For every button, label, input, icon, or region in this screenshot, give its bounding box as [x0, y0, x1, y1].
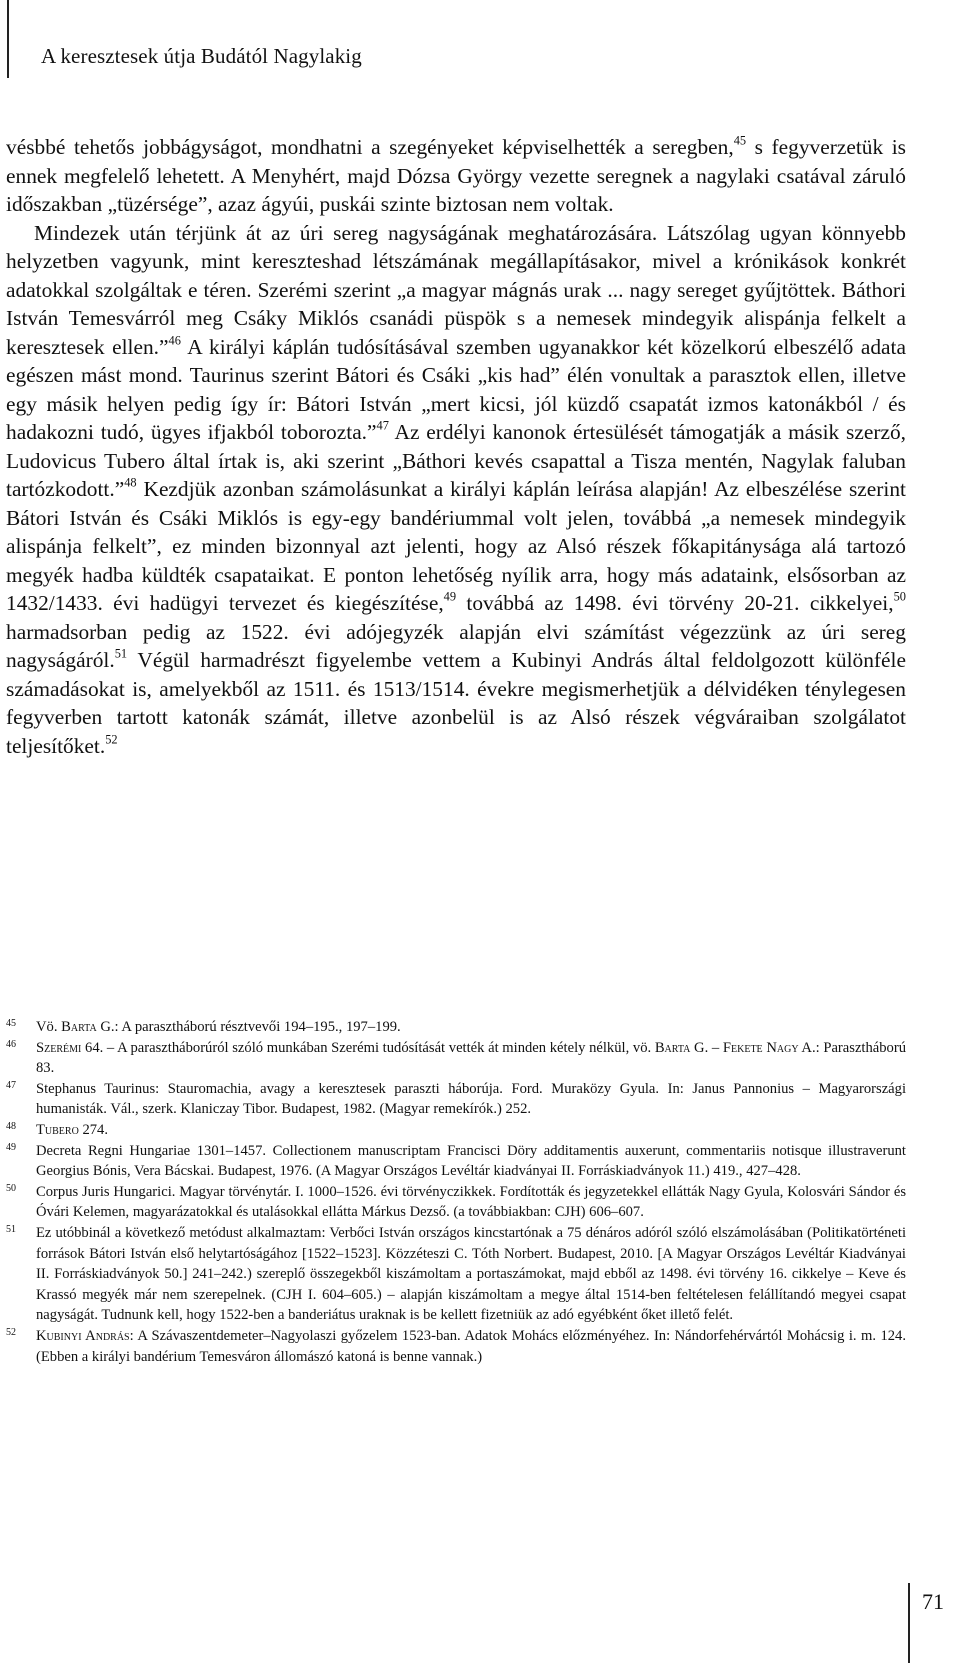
- footnote-51: [6, 1223, 906, 1326]
- footnote-number: 46: [6, 1038, 16, 1050]
- author-name: Tubero: [36, 1121, 79, 1138]
- page-number: 71: [922, 1589, 944, 1614]
- footnote-text: Vö.: [36, 1019, 62, 1035]
- footnote-text: G.: A parasztháború résztvevői 194–195., 197–199.: [96, 1019, 401, 1035]
- footnote-number: 48: [6, 1120, 16, 1132]
- footnote-text: 64. – A parasztháborúról szóló munkában Szerémi tudósítását vették át minden kétely nélkül, vö.: [81, 1039, 655, 1056]
- footnote-ref-51[interactable]: 51: [114, 646, 128, 661]
- footnote-text: Ez utóbbinál a következő metódust alkalmaztam: Verbőci István országos kincstartónak a 75 dénáros adóról szóló elszámolásában (Politikatörténeti források Bátori István első helytartóságához [1522–1523]. Közzéteszi C. Tóth Norbert. Budapest, 2010. [A Magyar Országos Levéltár Kiadványai II. Forráskiadványok 50.] 241–242.) szereplő összegekből kiszámoltam a portaszámokat, majd ebből az 1498. évi törvény 16. cikkelye – Keve és Krassó megyék már nem szerepelnek. (CJH I. 604–605.) – alapján kiszámoltam a megye által 1514-ben feltételesen felállítandó megyei csapat nagyságát. Tudnunk kell, hogy 1522-ben a banderiátus uraknak is be kellett fizetniük az adó egyébként őket illető felét.: [36, 1224, 906, 1324]
- footnote-number: 49: [6, 1141, 16, 1153]
- paragraph-2: [6, 219, 906, 761]
- footnote-ref-52[interactable]: 52: [105, 732, 118, 747]
- footnote-ref-49[interactable]: 49: [443, 589, 457, 604]
- footnote-ref-45[interactable]: 45: [733, 133, 747, 148]
- footnote-ref-46[interactable]: 46: [168, 333, 181, 348]
- footnote-text: Corpus Juris Hungarici. Magyar törvénytár. I. 1000–1526. évi törvényczikkek. Fordították és jegyzetekkel ellátták Nagy Gyula, Kolosvári Sándor és Óvári Kelemen, magyarázatokkal és utalásokkal ellátta Márkus Dezső. (a továbbiakban: CJH) 606–607.: [36, 1183, 906, 1221]
- footnote-52: [6, 1326, 906, 1367]
- footnote-50: [6, 1182, 906, 1223]
- text-segment: harmadsorban pedig az 1522. évi adójegyzék alapján elvi számítást végezzünk az úri sereg nagyságáról.: [6, 619, 906, 672]
- footnote-text: Stephanus Taurinus: Stauromachia, avagy a keresztesek paraszti háborúja. Ford. Muraközy Gyula. In: Janus Pannonius – Magyarországi humanisták. Vál., szerk. Klaniczay Tibor. Budapest, 1982. (Magyar remekírók.) 252.: [36, 1080, 906, 1118]
- text-segment: vésbbé tehetős jobbágyságot, mondhatni a szegényeket képviselhették a seregben,: [6, 135, 734, 159]
- footnote-number: 51: [6, 1223, 16, 1235]
- footnote-number: 47: [6, 1079, 16, 1091]
- author-name: Barta: [61, 1019, 97, 1035]
- text-segment: A királyi káplán tudósításával szemben ugyanakkor két közelkorú elbeszélő adata egészen mást mond. Taurinus szerint Bátori és Csáki „kis had” élén vonultak a parasztok ellen, illetve egy másik helyen pedig így ír: Bátori István „mert kicsi, jól küzdő csapatát izmos katonákból / és hadakozni tudó, ügyes ifjakból toborozta.”: [6, 334, 906, 444]
- running-head-title: A keresztesek útja Budától Nagylakig: [41, 44, 362, 68]
- footnote-45: [6, 1017, 906, 1038]
- footnote-number: 52: [6, 1326, 16, 1338]
- footnote-49: [6, 1141, 906, 1182]
- footnote-number: 50: [6, 1182, 16, 1194]
- footnote-number: 45: [6, 1018, 16, 1029]
- author-name: Barta: [654, 1039, 691, 1056]
- paragraph-1: [6, 133, 906, 219]
- footnotes: [6, 1017, 906, 1367]
- text-segment: Végül harmadrészt figyelembe vettem a Kubinyi András által feldolgozott különféle számadásokat is, amelyekből az 1511. és 1513/1514. évekre megismerhetjük a délvidéken ténylegesen fegyverben tartott katonák számát, illetve azonbelül is az Alsó részek végváraiban szolgálatot teljesítőket.: [6, 648, 906, 758]
- text-segment: s fegyverzetük is ennek megfelelő lehetett. A Menyhért, majd Dózsa György vezette seregnek a nagylaki csatával záruló időszakban „tüzérsége”, azaz ágyúi, puskái szinte biztosan nem voltak.: [6, 135, 906, 216]
- author-name: Szerémi: [36, 1039, 82, 1056]
- running-head: [0, 0, 960, 90]
- text-segment: Az erdélyi kanonok értesülését támogatják a másik szerző, Ludovicus Tubero által írtak is, aki szerint „Báthori kevés csapattal a Tisza mentén, Nagylak faluban tartózkodott.”: [6, 420, 906, 501]
- footnote-ref-50[interactable]: 50: [893, 589, 906, 604]
- footnote-46: [6, 1038, 906, 1079]
- footnote-ref-47[interactable]: 47: [376, 418, 389, 433]
- page-number-rule: [908, 1583, 910, 1663]
- text-segment: Kezdjük azonban számolásunkat a királyi káplán leírása alapján! Az elbeszélése szerint Bátori István és Csáki Miklós is egy-egy bandériummal volt jelen, továbbá „a nemesek mindegyik alispánja felkelt”, ez minden bizonnyal azt jelenti, hogy az Alsó részek főkapitánysága alá tartozó megyék hadba küldték csapataikat. E ponton lehetőség nyílik arra, hogy más adataink, elsősorban az 1432/1433. évi hadügyi tervezet és kiegészítése,: [6, 477, 906, 615]
- text-segment: Mindezek után térjünk át az úri sereg nagyságának meghatározására. Látszólag ugyan könnyebb helyzetben vagyunk, mint kereszteshad létszámának megállapításakor, mivel a krónikások konkrét adatokkal szolgáltak e téren. Szerémi szerint „a magyar mágnás urak ... nagy sereget gyűjtöttek. Báthori István Temesvárról meg Csáky Miklós csanádi püspök s a nemesek mindegyik alispánja felkelt a keresztesek ellen.”: [6, 220, 906, 359]
- footnote-ref-48[interactable]: 48: [124, 475, 137, 490]
- footnote-text: 274.: [78, 1121, 108, 1138]
- footnote-47: [6, 1079, 906, 1120]
- footnote-48: [6, 1120, 906, 1141]
- body-text: [6, 133, 906, 760]
- footnote-text: : A Szávaszentdemeter–Nagyolaszi győzelem 1523-ban. Adatok Mohács előzményéhez. In: Nándorfehérvártól Mohácsig i. m. 124. (Ebben a királyi bandérium Temesváron állomászó katoná is benne vannak.): [36, 1327, 906, 1365]
- header-rule: [7, 0, 9, 78]
- footnote-text: G. –: [690, 1039, 723, 1056]
- author-name: Fekete Nagy: [722, 1039, 799, 1056]
- footnote-text: A.: Parasztháború 83.: [36, 1039, 906, 1077]
- footnote-text: Decreta Regni Hungariae 1301–1457. Collectionem manuscriptam Francisci Döry additamentis auxerunt, commentariis notisque illustraverunt Georgius Bónis, Vera Bácskai. Budapest, 1976. (A Magyar Országos Levéltár kiadványai II. Forráskiadványok 11.) 419., 427–428.: [36, 1142, 906, 1180]
- page-number-area: [908, 1583, 960, 1663]
- author-name: Kubinyi András: [36, 1327, 130, 1344]
- text-segment: továbbá az 1498. évi törvény 20-21. cikkelyei,: [456, 591, 894, 615]
